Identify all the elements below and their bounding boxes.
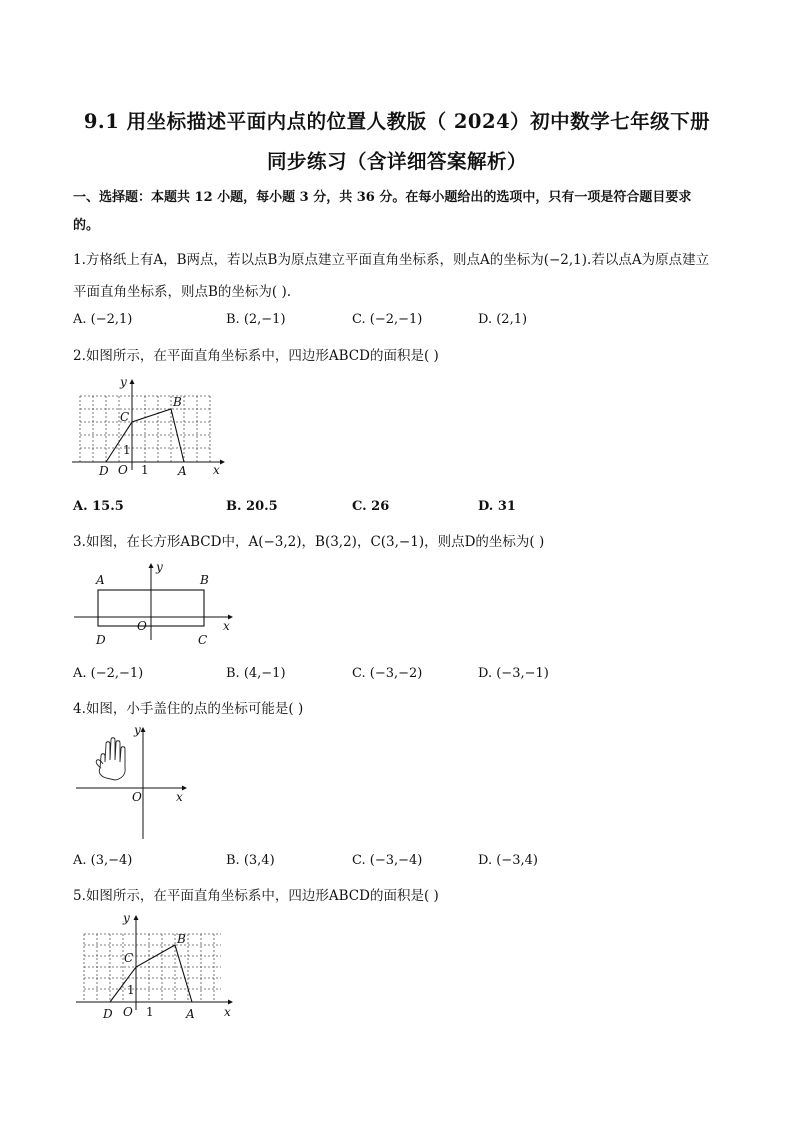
q5-label-one-x: 1	[146, 1005, 154, 1019]
document-title-line-2: 同步练习（含详细答案解析）	[266, 150, 527, 173]
q5-grid	[84, 934, 221, 1002]
q5-label-d: D	[103, 1007, 113, 1021]
question-1-option-a[interactable]: A. (−2,1)	[73, 312, 133, 327]
q3-y-arrow	[149, 563, 154, 568]
q2-x-arrow	[220, 460, 225, 465]
q2-label-o: O	[118, 463, 128, 477]
q2-grid	[80, 396, 210, 462]
q3-label-x: x	[223, 619, 230, 633]
q2-label-a: A	[178, 464, 187, 478]
q2-label-one-x: 1	[141, 463, 149, 477]
question-5-figure	[66, 908, 246, 1020]
q2-label-y: y	[120, 375, 127, 389]
question-2-figure	[60, 370, 230, 480]
section-instructions-line-1: 一、选择题：本题共 12 小题，每小题 3 分，共 36 分。在每小题给出的选项中，只有一项是符合题目要求	[73, 190, 692, 205]
question-3-figure	[70, 560, 240, 652]
question-4-option-a[interactable]: A. (3,−4)	[73, 853, 133, 868]
q3-label-o: O	[137, 619, 147, 633]
q3-label-d: D	[96, 633, 106, 647]
question-4-option-b[interactable]: B. (3,4)	[226, 853, 275, 868]
question-1-option-b[interactable]: B. (2,−1)	[226, 312, 286, 327]
q5-x-arrow	[228, 1000, 233, 1005]
q3-label-a: A	[96, 573, 105, 587]
q3-label-c: C	[198, 633, 208, 647]
question-1-option-c[interactable]: C. (−2,−1)	[352, 312, 423, 327]
q5-label-one-y: 1	[127, 983, 135, 997]
question-4-stem: 4.如图，小手盖住的点的坐标可能是( )	[73, 701, 304, 717]
question-1-option-d[interactable]: D. (2,1)	[478, 312, 528, 327]
q2-label-one-y: 1	[123, 443, 131, 457]
question-2-option-a[interactable]: A. 15.5	[73, 499, 124, 514]
q4-y-arrow	[141, 727, 146, 732]
question-3-stem: 3.如图，在长方形ABCD中，A(−3,2)，B(3,2)，C(3,−1)，则点D的坐标为( )	[73, 534, 545, 550]
q5-y-arrow	[134, 915, 139, 920]
q2-label-d: D	[99, 464, 109, 478]
section-instructions-line-2: 的。	[73, 218, 100, 233]
question-3-option-d[interactable]: D. (−3,−1)	[478, 666, 549, 681]
question-1-stem-line-2: 平面直角坐标系，则点B的坐标为( ).	[73, 284, 292, 300]
q5-label-a: A	[186, 1007, 195, 1021]
q5-label-y: y	[123, 911, 130, 925]
q2-label-b: B	[173, 395, 182, 409]
question-4-option-d[interactable]: D. (−3,4)	[478, 853, 538, 868]
q2-label-c: C	[120, 410, 130, 424]
question-5-stem: 5.如图所示，在平面直角坐标系中，四边形ABCD的面积是( )	[73, 888, 439, 904]
q2-y-arrow	[130, 379, 135, 384]
question-4-option-c[interactable]: C. (−3,−4)	[352, 853, 423, 868]
q5-quadrilateral	[110, 945, 192, 1002]
q5-label-x: x	[224, 1005, 231, 1019]
q4-label-y: y	[134, 723, 141, 737]
q4-label-x: x	[176, 790, 183, 804]
q2-label-x: x	[213, 463, 220, 477]
question-2-option-c[interactable]: C. 26	[352, 499, 390, 514]
question-3-option-c[interactable]: C. (−3,−2)	[352, 666, 423, 681]
q3-label-b: B	[200, 573, 209, 587]
question-4-figure	[70, 722, 200, 844]
q3-label-y: y	[156, 560, 163, 574]
hand-icon	[96, 738, 125, 780]
question-1-stem-line-1: 1.方格纸上有A，B两点，若以点B为原点建立平面直角坐标系，则点A的坐标为(−2,1).若以点A为原点建立	[73, 252, 710, 268]
question-2-option-b[interactable]: B. 20.5	[226, 499, 278, 514]
q5-label-c: C	[124, 951, 134, 965]
question-2-option-d[interactable]: D. 31	[478, 499, 516, 514]
q4-label-o: O	[132, 790, 142, 804]
question-3-option-b[interactable]: B. (4,−1)	[226, 666, 286, 681]
q5-label-b: B	[177, 932, 186, 946]
question-3-option-a[interactable]: A. (−2,−1)	[73, 666, 144, 681]
q5-label-o: O	[123, 1005, 133, 1019]
document-title-line-1: 9.1 用坐标描述平面内点的位置人教版（ 2024）初中数学七年级下册	[83, 110, 711, 133]
question-2-stem: 2.如图所示，在平面直角坐标系中，四边形ABCD的面积是( )	[73, 348, 439, 364]
